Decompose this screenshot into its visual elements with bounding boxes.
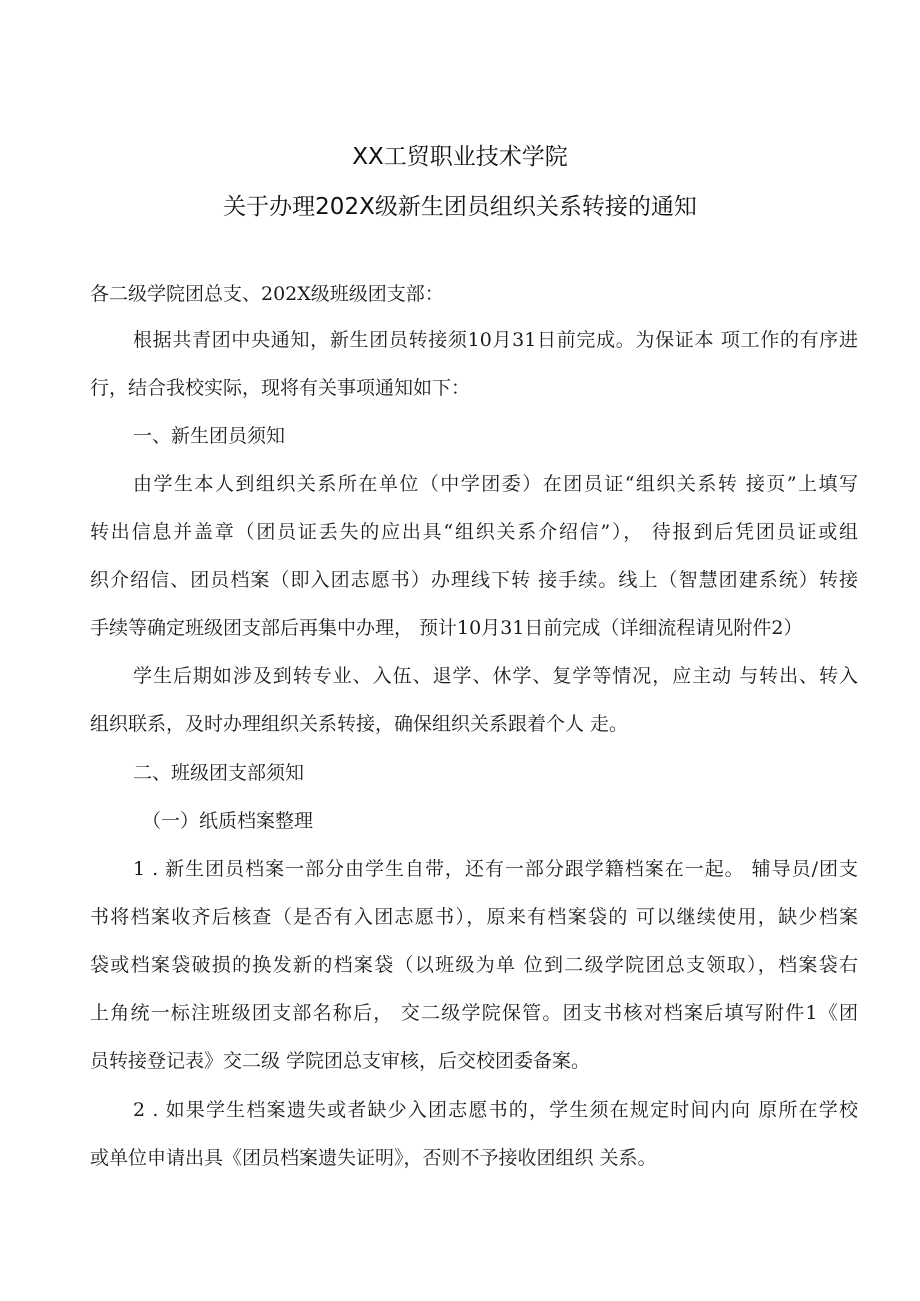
title-notice-subject: 关于办理202X级新生团员组织关系转接的通知 xyxy=(223,194,697,220)
section1-para1-line-2: 转出信息并盖章（团员证丢失的应出具“组织关系介绍信”）， 待报到后凭团员证或组 xyxy=(90,521,858,543)
section1-para2-line-1: 学生后期如涉及到转专业、入伍、退学、休学、复学等情况，应主动 与转出、转入 xyxy=(133,665,858,687)
section2-subheading-1: （一）纸质档案整理 xyxy=(142,810,314,832)
item1-line-5: 员转接登记表》交二级 学院团总支审核，后交校团委备案。 xyxy=(90,1050,591,1072)
intro-line-2: 行，结合我校实际，现将有关事项通知如下： xyxy=(90,377,471,399)
section1-para2-line-2: 组织联系，及时办理组织关系转接，确保组织关系跟着个人 走。 xyxy=(90,713,629,735)
section1-para1-line-3: 织介绍信、团员档案（即入团志愿书）办理线下转 接手续。线上（智慧团建系统）转接 xyxy=(90,569,858,591)
item2-line-2: 或单位申请出具《团员档案遗失证明》，否则不予接收团组织 关系。 xyxy=(90,1147,657,1169)
intro-line-1: 根据共青团中央通知，新生团员转接须10月31日前完成。为保证本 项工作的有序进 xyxy=(133,329,858,351)
salutation: 各二级学院团总支、202X级班级团支部： xyxy=(90,283,444,305)
section2-heading: 二、班级团支部须知 xyxy=(133,762,305,784)
title-school-name: XX工贸职业技术学院 xyxy=(352,144,568,170)
section1-para1-line-4: 手续等确定班级团支部后再集中办理， 预计10月31日前完成（详细流程请见附件2） xyxy=(90,617,803,639)
item2-line-1: 2 . 如果学生档案遗失或者缺少入团志愿书的，学生须在规定时间内向 原所在学校 xyxy=(133,1099,858,1121)
section1-para1-line-1: 由学生本人到组织关系所在单位（中学团委）在团员证“组织关系转 接页”上填写 xyxy=(133,473,858,495)
section1-heading: 一、新生团员须知 xyxy=(133,425,286,447)
item1-line-2: 书将档案收齐后核查（是否有入团志愿书），原来有档案袋的 可以继续使用，缺少档案 xyxy=(90,906,858,928)
item1-line-1: 1 . 新生团员档案一部分由学生自带，还有一部分跟学籍档案在一起。 辅导员/团支 xyxy=(133,858,858,880)
item1-line-4: 上角统一标注班级团支部名称后， 交二级学院保管。团支书核对档案后填写附件1《团 xyxy=(90,1002,858,1024)
item1-line-3: 袋或档案袋破损的换发新的档案袋（以班级为单 位到二级学院团总支领取），档案袋右 xyxy=(90,954,858,976)
